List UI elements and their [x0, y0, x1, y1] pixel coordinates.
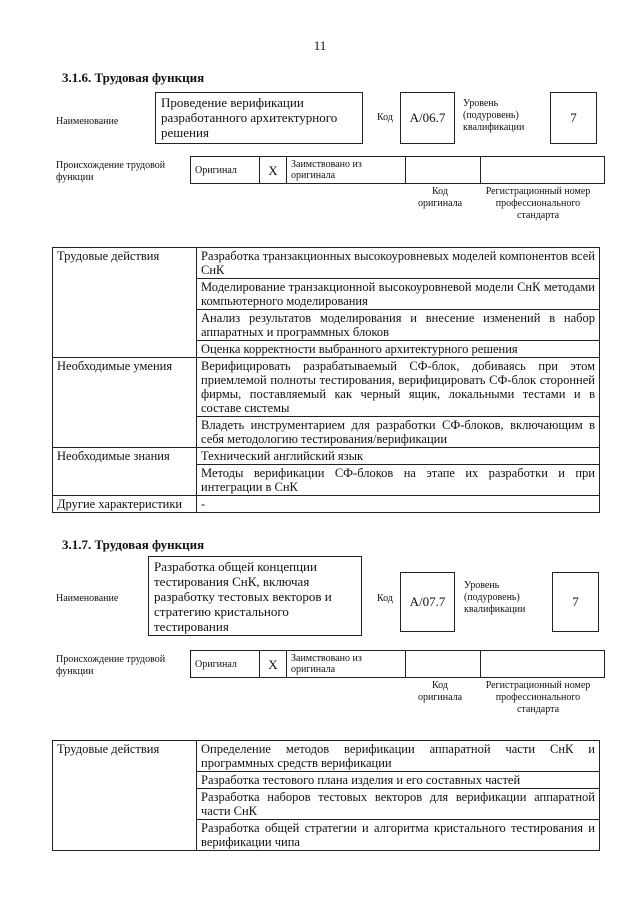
level-value: 7: [550, 92, 597, 144]
group-item: Разработка общей стратегии и алгоритма кристального тестирования и верификации чипа: [197, 820, 600, 851]
section-title: 3.1.6. Трудовая функция: [62, 70, 205, 85]
level-value: 7: [552, 572, 599, 632]
page-number: 11: [313, 38, 327, 53]
group-item: -: [197, 496, 600, 513]
group-item: Владеть инструментарием для разработки СФ-блоков, включающим в себя методологию тестирования/верификации: [197, 417, 600, 448]
origin-grid: [190, 156, 605, 184]
level-label: Уровень (подуровень) квалификации: [464, 580, 526, 615]
group-item: Разработка транзакционных высокоуровневых моделей компонентов всей СнК: [197, 248, 600, 279]
group-label-other: Другие характеристики: [53, 496, 197, 513]
function-table: [52, 247, 600, 513]
group-item: Определение методов верификации аппаратной части СнК и программных средств верификации: [197, 741, 600, 772]
group-item: Разработка тестового плана изделия и его составных частей: [197, 772, 600, 789]
group-item: Методы верификации СФ-блоков на этапе их разработки и при интеграции в СнК: [197, 465, 600, 496]
origin-label: Происхождение трудовой функции: [56, 160, 166, 183]
borrowed-label: Заимствовано из оригинала: [287, 651, 406, 678]
origin-label: Происхождение трудовой функции: [56, 654, 166, 677]
name-value: Проведение верификации разработанного архитектурного решения: [155, 92, 363, 144]
name-value: Разработка общей концепции тестирования СнК, включая разработку тестовых векторов и стратегию кристального тестирования: [148, 556, 362, 636]
code-original-caption: Код оригинала: [417, 680, 463, 703]
code-value: А/07.7: [400, 572, 455, 632]
name-label: Наименование: [56, 116, 119, 127]
group-item: Анализ результатов моделирования и внесение изменений в набор аппаратных и программных блоков: [197, 310, 600, 341]
group-item: Технический английский язык: [197, 448, 600, 465]
reg-number-cell: [481, 651, 605, 678]
original-mark: X: [260, 157, 287, 184]
borrowed-label: Заимствовано из оригинала: [287, 157, 406, 184]
group-item: Оценка корректности выбранного архитектурного решения: [197, 341, 600, 358]
code-label: Код: [377, 593, 393, 604]
original-mark: X: [260, 651, 287, 678]
group-label-actions: Трудовые действия: [53, 741, 197, 851]
code-original-cell: [406, 157, 481, 184]
level-label: Уровень (подуровень) квалификации: [463, 98, 525, 133]
code-original-cell: [406, 651, 481, 678]
code-value: А/06.7: [400, 92, 455, 144]
code-original-caption: Код оригинала: [417, 186, 463, 209]
function-table: [52, 740, 600, 851]
group-item: Разработка наборов тестовых векторов для верификации аппаратной части СнК: [197, 789, 600, 820]
original-label: Оригинал: [191, 157, 260, 184]
section-title: 3.1.7. Трудовая функция: [62, 537, 205, 552]
code-label: Код: [377, 112, 393, 123]
group-label-actions: Трудовые действия: [53, 248, 197, 358]
origin-grid: [190, 650, 605, 678]
reg-number-cell: [481, 157, 605, 184]
name-label: Наименование: [56, 593, 119, 604]
group-item: Моделирование транзакционной высокоуровневой модели СнК методами компьютерного моделирования: [197, 279, 600, 310]
group-label-knowledge: Необходимые знания: [53, 448, 197, 496]
reg-number-caption: Регистрационный номер профессионального стандарта: [485, 680, 591, 715]
group-item: Верифицировать разрабатываемый СФ-блок, добиваясь при этом приемлемой полноты тестирования, верифицировать СФ-блок сторонней фирмы, поставляемый как черный ящик, локальными тестами и в составе системы: [197, 358, 600, 417]
reg-number-caption: Регистрационный номер профессионального стандарта: [485, 186, 591, 221]
group-label-skills: Необходимые умения: [53, 358, 197, 448]
original-label: Оригинал: [191, 651, 260, 678]
